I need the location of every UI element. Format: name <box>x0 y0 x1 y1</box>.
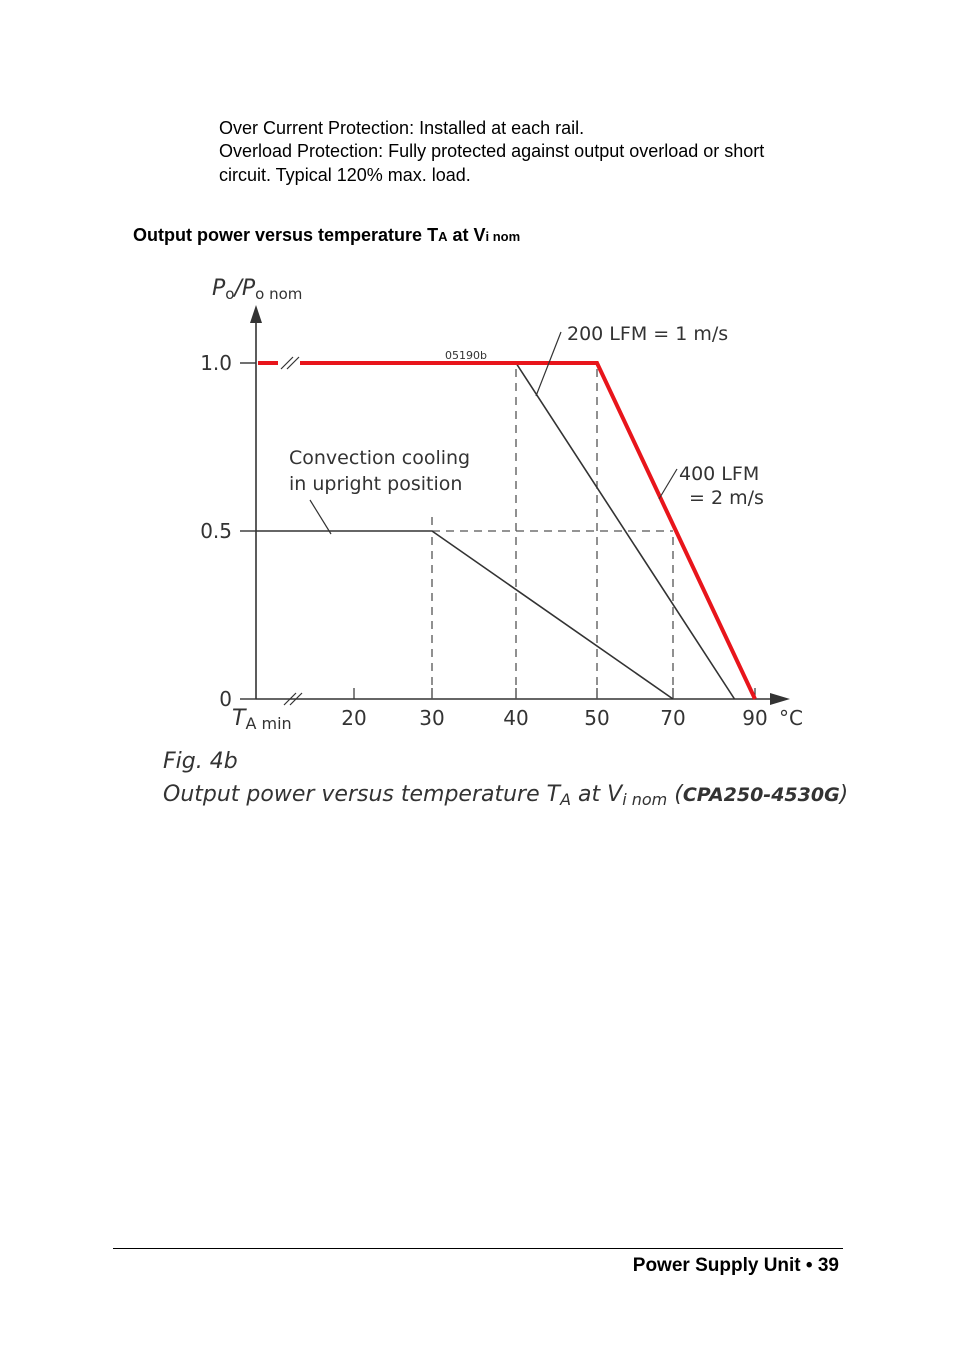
heading-mid: at V <box>447 225 486 245</box>
convection-label-2: in upright position <box>289 473 463 495</box>
footer-label: Power Supply Unit <box>632 1255 801 1276</box>
x-tick-label-3: 50 <box>584 706 610 730</box>
y-axis-arrow <box>250 305 262 323</box>
convection-label-1: Convection cooling <box>289 447 471 469</box>
lfm400-label-1: 400 LFM <box>679 463 760 485</box>
y-tick-label-2: 1.0 <box>200 351 232 375</box>
section-heading <box>133 225 520 246</box>
overload-text: Overload Protection: Fully protected against output overload or short circuit. Typical 120% max. load. <box>219 141 765 185</box>
x-tick-label-4: 70 <box>660 706 686 730</box>
heading-main: Output power versus temperature T <box>133 225 439 245</box>
y-tick-label-1: 0.5 <box>200 519 232 543</box>
x-tick-label-0: 20 <box>341 706 367 730</box>
figure-number: Fig. 4b <box>163 749 238 774</box>
x-axis-unit: °C <box>779 706 803 730</box>
derating-chart <box>150 265 850 815</box>
lfm400-leader <box>659 469 677 499</box>
lfm200-label: 200 LFM = 1 m/s <box>567 323 729 345</box>
lfm400-label-2: = 2 m/s <box>689 487 764 509</box>
y-break-mark <box>281 357 299 369</box>
heading-sub-a: A <box>438 229 448 244</box>
series-convection <box>256 531 673 699</box>
page-number: 39 <box>817 1255 839 1276</box>
chart-code: 05190b <box>445 349 487 362</box>
footer <box>633 1255 839 1277</box>
convection-leader <box>310 500 331 534</box>
x-tick-label-2: 40 <box>503 706 529 730</box>
y-axis-label: Po/Po nom <box>212 276 303 303</box>
footer-bullet: • <box>805 1255 813 1276</box>
x-tick-label-1: 30 <box>419 706 445 730</box>
heading-sub-i: i nom <box>485 229 521 244</box>
over-current-text: Over Current Protection: Installed at each rail. <box>219 118 585 138</box>
x-axis-arrow <box>770 693 790 705</box>
x-tick-label-5: 90 <box>742 706 768 730</box>
footer-rule <box>113 1248 843 1249</box>
y-tick-label-0: 0 <box>219 687 232 711</box>
figure-caption: Output power versus temperature TA at Vi nom (CPA250-4530G) <box>163 782 849 809</box>
x-axis-label: TA min <box>232 706 292 733</box>
